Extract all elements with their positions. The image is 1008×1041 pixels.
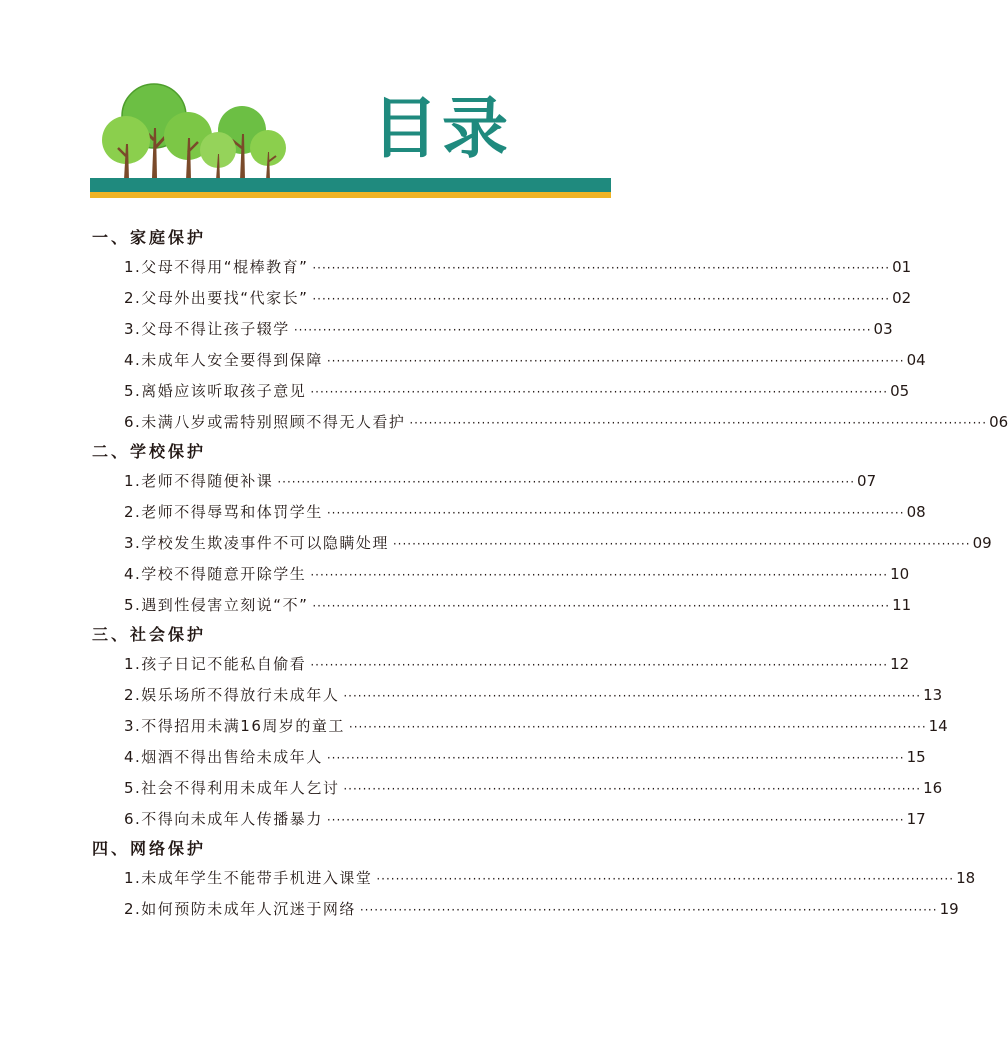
toc-entry-page: 04 — [906, 351, 926, 369]
toc-entry-label: 4.学校不得随意开除学生 — [124, 565, 307, 583]
toc-entry-page: 14 — [928, 717, 948, 735]
toc-entry[interactable] — [90, 376, 910, 407]
toc-entry[interactable] — [90, 407, 1008, 438]
header-band-gold — [90, 192, 611, 198]
dot-leader: ························································································································ — [310, 658, 889, 672]
toc-entry-label: 4.未成年人安全要得到保障 — [124, 351, 323, 369]
toc-entry-label: 2.老师不得辱骂和体罚学生 — [124, 503, 323, 521]
toc-entry-page: 08 — [906, 503, 926, 521]
toc-entry-page: 13 — [923, 686, 943, 704]
header — [0, 0, 692, 210]
toc-entry-page: 17 — [906, 810, 926, 828]
section-title: 三、社会保护 — [92, 625, 207, 644]
toc-entry[interactable] — [90, 345, 926, 376]
toc-entry-page: 19 — [939, 900, 959, 918]
toc-entry[interactable] — [90, 559, 910, 590]
toc-entry-page: 15 — [906, 748, 926, 766]
toc-entry[interactable] — [90, 590, 912, 621]
toc-entry[interactable] — [90, 466, 877, 497]
section-title: 二、学校保护 — [92, 442, 207, 461]
dot-leader: ························································································································ — [392, 537, 971, 551]
toc-entry[interactable] — [90, 649, 910, 680]
toc-entry-page: 06 — [989, 413, 1008, 431]
toc-entry-page: 02 — [892, 289, 912, 307]
toc-entry-label: 3.学校发生欺凌事件不可以隐瞒处理 — [124, 534, 389, 552]
toc-entry-label: 2.父母外出要找“代家长” — [124, 289, 309, 307]
toc-entry-label: 1.未成年学生不能带手机进入课堂 — [124, 869, 373, 887]
dot-leader: ························································································································ — [409, 416, 988, 430]
trees-illustration-icon — [96, 78, 296, 186]
toc-entry[interactable] — [90, 314, 893, 345]
toc-entry-label: 2.娱乐场所不得放行未成年人 — [124, 686, 340, 704]
toc-entry-page: 07 — [857, 472, 877, 490]
dot-leader: ························································································································ — [343, 782, 922, 796]
toc-entry[interactable] — [90, 863, 976, 894]
toc-entry-label: 5.遇到性侵害立刻说“不” — [124, 596, 309, 614]
toc-entry[interactable] — [90, 804, 926, 835]
toc-entry-page: 12 — [890, 655, 910, 673]
toc-entry-label: 1.父母不得用“棍棒教育” — [124, 258, 309, 276]
toc-entry[interactable] — [90, 252, 912, 283]
toc-entry[interactable] — [90, 773, 943, 804]
toc-entry-label: 5.离婚应该听取孩子意见 — [124, 382, 307, 400]
dot-leader: ························································································································ — [310, 385, 889, 399]
section-title: 四、网络保护 — [92, 839, 207, 858]
toc-entry[interactable] — [90, 528, 992, 559]
toc-entry-label: 4.烟酒不得出售给未成年人 — [124, 748, 323, 766]
toc-entry-label: 5.社会不得利用未成年人乞讨 — [124, 779, 340, 797]
toc-entry[interactable] — [90, 283, 912, 314]
toc-entry-label: 6.不得向未成年人传播暴力 — [124, 810, 323, 828]
toc-entry-page: 18 — [956, 869, 976, 887]
dot-leader: ························································································································ — [312, 292, 891, 306]
toc-entry[interactable] — [90, 894, 959, 925]
toc-entry[interactable] — [90, 680, 943, 711]
dot-leader: ························································································································ — [326, 354, 905, 368]
dot-leader: ························································································································ — [312, 599, 891, 613]
dot-leader: ························································································································ — [326, 813, 905, 827]
toc-entry-label: 6.未满八岁或需特别照顾不得无人看护 — [124, 413, 406, 431]
dot-leader: ························································································································ — [343, 689, 922, 703]
toc-entry-page: 03 — [873, 320, 893, 338]
page-title: 目录 — [372, 90, 512, 167]
toc-entry-page: 10 — [890, 565, 910, 583]
dot-leader: ························································································································ — [348, 720, 927, 734]
dot-leader: ························································································································ — [359, 903, 938, 917]
toc-entry-label: 3.父母不得让孩子辍学 — [124, 320, 290, 338]
dot-leader: ························································································································ — [326, 751, 905, 765]
toc-entry-label: 1.老师不得随便补课 — [124, 472, 274, 490]
dot-leader: ························································································································ — [376, 872, 955, 886]
toc-entry[interactable] — [90, 711, 948, 742]
section-title: 一、家庭保护 — [92, 228, 207, 247]
toc-entry-label: 3.不得招用未满16周岁的童工 — [124, 717, 345, 735]
dot-leader: ························································································································ — [310, 568, 889, 582]
toc-entry-page: 05 — [890, 382, 910, 400]
dot-leader: ························································································································ — [277, 475, 856, 489]
dot-leader: ························································································································ — [293, 323, 872, 337]
dot-leader: ························································································································ — [326, 506, 905, 520]
toc-entry[interactable] — [90, 497, 926, 528]
toc-entry-label: 1.孩子日记不能私自偷看 — [124, 655, 307, 673]
header-band-teal — [90, 178, 611, 192]
toc-entry-label: 2.如何预防未成年人沉迷于网络 — [124, 900, 356, 918]
toc-entry-page: 11 — [892, 596, 912, 614]
toc-entry-page: 16 — [923, 779, 943, 797]
table-of-contents — [90, 224, 1008, 925]
toc-entry-page: 01 — [892, 258, 912, 276]
toc-entry-page: 09 — [972, 534, 992, 552]
dot-leader: ························································································································ — [312, 261, 891, 275]
toc-entry[interactable] — [90, 742, 926, 773]
